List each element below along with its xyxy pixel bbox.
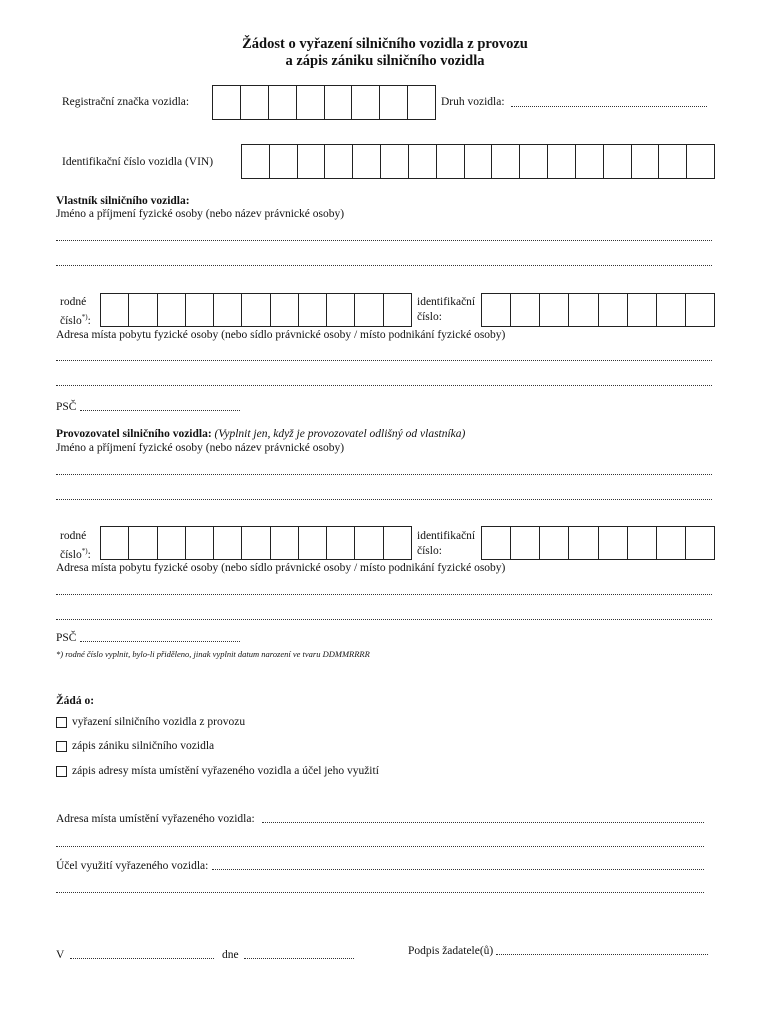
registration-char-box[interactable] [240,86,268,119]
owner-psc-label: PSČ [56,401,77,413]
vin-char-box[interactable] [436,145,464,178]
vin-char-box[interactable] [352,145,380,178]
owner-ico-char-box[interactable] [627,294,656,326]
owner-ico-char-box[interactable] [539,294,568,326]
owner-ico-char-box[interactable] [568,294,597,326]
birth-number-footnote: *) rodné číslo vyplnit, bylo-li přiděleno, jinak vyplnit datum narození ve tvaru DDMMRRRR [56,649,370,659]
owner-birth-char-box[interactable] [185,294,213,326]
owner-ico-label-line-2: číslo: [417,311,442,323]
operator-heading: Provozovatel silničního vozidla: [56,428,212,440]
vin-char-box[interactable] [603,145,631,178]
operator-birth-char-box[interactable] [101,527,128,559]
operator-address-line-1[interactable] [56,594,712,595]
vin-char-box[interactable] [631,145,659,178]
vin-char-box[interactable] [658,145,686,178]
owner-birth-char-box[interactable] [241,294,269,326]
operator-ico-char-box[interactable] [685,527,714,559]
request-option-1[interactable] [56,716,245,728]
request-option-3-checkbox[interactable] [56,766,67,777]
operator-ico-char-box[interactable] [482,527,510,559]
operator-ico-char-box[interactable] [598,527,627,559]
registration-box-row[interactable] [213,86,435,119]
owner-ico-char-box[interactable] [656,294,685,326]
operator-birth-char-box[interactable] [298,527,326,559]
operator-ico-char-box[interactable] [510,527,539,559]
owner-address-line-2[interactable] [56,385,712,386]
owner-birth-box-row[interactable] [101,294,411,326]
operator-name-line-2[interactable] [56,499,712,500]
operator-birth-char-box[interactable] [241,527,269,559]
operator-birth-footnote-mark: *) [81,547,88,555]
request-heading: Žádá o: [56,695,95,707]
vin-char-box[interactable] [242,145,269,178]
owner-name-line-2[interactable] [56,265,712,266]
vin-char-box[interactable] [324,145,352,178]
owner-name-line-1[interactable] [56,240,712,241]
owner-birth-label-line-2: číslo [60,314,82,327]
vin-label: Identifikační číslo vozidla (VIN) [62,156,214,168]
owner-birth-number-boxes[interactable] [100,293,412,327]
operator-ico-char-box[interactable] [627,527,656,559]
placement-address-line-1[interactable] [262,822,704,823]
operator-ico-label-line-1: identifikační [417,530,476,542]
vin-char-box[interactable] [464,145,492,178]
vin-char-box[interactable] [297,145,325,178]
registration-label: Registrační značka vozidla: [62,96,190,108]
owner-heading: Vlastník silničního vozidla: [56,195,190,207]
registration-char-box[interactable] [324,86,352,119]
operator-name-line-1[interactable] [56,474,712,475]
placement-purpose-line-2[interactable] [56,892,704,893]
vin-char-box[interactable] [380,145,408,178]
vin-char-box[interactable] [519,145,547,178]
owner-birth-char-box[interactable] [101,294,128,326]
operator-birth-label-line-1: rodné [60,530,87,542]
operator-address-line-2[interactable] [56,619,712,620]
owner-psc-line[interactable] [80,410,240,411]
vehicle-type-label: Druh vozidla: [441,96,505,108]
operator-birth-char-box[interactable] [354,527,382,559]
operator-psc-line[interactable] [80,641,240,642]
owner-ico-char-box[interactable] [598,294,627,326]
owner-birth-char-box[interactable] [298,294,326,326]
placement-purpose-line-1[interactable] [212,869,704,870]
owner-ico-label [417,295,475,325]
placement-address-label: Adresa místa umístění vyřazeného vozidla: [56,813,255,825]
owner-ico-label-line-1: identifikační [417,296,476,308]
registration-char-box[interactable] [213,86,240,119]
owner-ico-box-row[interactable] [482,294,714,326]
operator-birth-label-line-2: číslo [60,548,82,561]
registration-char-box[interactable] [296,86,324,119]
owner-ico-char-box[interactable] [685,294,714,326]
owner-birth-char-box[interactable] [213,294,241,326]
owner-birth-footnote-mark: *) [81,313,88,321]
owner-name-label: Jméno a příjmení fyzické osoby (nebo název právnické osoby) [56,208,345,220]
operator-birth-char-box[interactable] [185,527,213,559]
owner-address-label: Adresa místa pobytu fyzické osoby (nebo sídlo právnické osoby / místo podnikání fyzické osoby) [56,329,506,341]
request-option-2[interactable] [56,740,214,752]
owner-birth-char-box[interactable] [128,294,156,326]
place-line[interactable] [70,958,214,959]
operator-birth-char-box[interactable] [326,527,354,559]
form-title-line-1: Žádost o vyřazení silničního vozidla z provozu [242,36,528,52]
owner-birth-char-box[interactable] [157,294,185,326]
owner-ico-char-box[interactable] [510,294,539,326]
vehicle-type-line[interactable] [511,106,707,107]
owner-birth-char-box[interactable] [383,294,411,326]
place-label: V [56,949,65,961]
vin-boxes[interactable] [241,144,715,179]
registration-char-box[interactable] [407,86,435,119]
request-option-3-label: zápis adresy místa umístění vyřazeného vozidla a účel jeho využití [72,765,379,777]
operator-birth-char-box[interactable] [383,527,411,559]
operator-ico-char-box[interactable] [568,527,597,559]
operator-birth-char-box[interactable] [157,527,185,559]
registration-boxes[interactable] [212,85,436,120]
vin-char-box[interactable] [491,145,519,178]
placement-address-line-2[interactable] [56,846,704,847]
operator-heading-note: (Vyplnit jen, když je provozovatel odlišný od vlastníka) [214,428,466,440]
request-option-2-checkbox[interactable] [56,741,67,752]
registration-char-box[interactable] [351,86,379,119]
signature-label: Podpis žadatele(ů) [408,945,494,957]
operator-birth-number-boxes[interactable] [100,526,412,560]
vin-char-box[interactable] [547,145,575,178]
owner-birth-char-box[interactable] [354,294,382,326]
operator-address-label: Adresa místa pobytu fyzické osoby (nebo sídlo právnické osoby / místo podnikání fyzické osoby) [56,562,506,574]
owner-birth-char-box[interactable] [270,294,298,326]
operator-name-label: Jméno a příjmení fyzické osoby (nebo název právnické osoby) [56,442,345,454]
date-line[interactable] [244,958,354,959]
operator-heading-row [56,428,465,440]
operator-birth-char-box[interactable] [128,527,156,559]
vin-char-box[interactable] [408,145,436,178]
date-label: dne [222,949,239,961]
placement-purpose-label: Účel využití vyřazeného vozidla: [56,860,209,872]
owner-address-line-1[interactable] [56,360,712,361]
request-option-1-label: vyřazení silničního vozidla z provozu [72,716,246,728]
operator-ico-label [417,529,475,559]
owner-birth-char-box[interactable] [326,294,354,326]
registration-char-box[interactable] [268,86,296,119]
operator-birth-char-box[interactable] [270,527,298,559]
vin-box-row[interactable] [242,145,714,178]
operator-ico-box-row[interactable] [482,527,714,559]
request-option-3[interactable] [56,765,379,777]
vin-char-box[interactable] [686,145,714,178]
request-option-1-checkbox[interactable] [56,717,67,728]
request-option-2-label: zápis zániku silničního vozidla [72,740,215,752]
operator-ico-char-box[interactable] [656,527,685,559]
form-title-line-2: a zápis zániku silničního vozidla [285,53,485,69]
owner-birth-label: rodné číslo*): [60,296,91,327]
vin-char-box[interactable] [575,145,603,178]
operator-birth-char-box[interactable] [213,527,241,559]
vin-char-box[interactable] [269,145,297,178]
owner-birth-label-line-1: rodné [60,296,87,308]
operator-psc-label: PSČ [56,632,77,644]
operator-ico-label-line-2: číslo: [417,545,442,557]
owner-ico-char-box[interactable] [482,294,510,326]
operator-birth-label: rodné číslo*): [60,530,91,561]
registration-char-box[interactable] [379,86,407,119]
operator-ico-boxes[interactable] [481,526,715,560]
signature-line[interactable] [496,954,708,955]
operator-ico-char-box[interactable] [539,527,568,559]
operator-birth-box-row[interactable] [101,527,411,559]
owner-ico-boxes[interactable] [481,293,715,327]
